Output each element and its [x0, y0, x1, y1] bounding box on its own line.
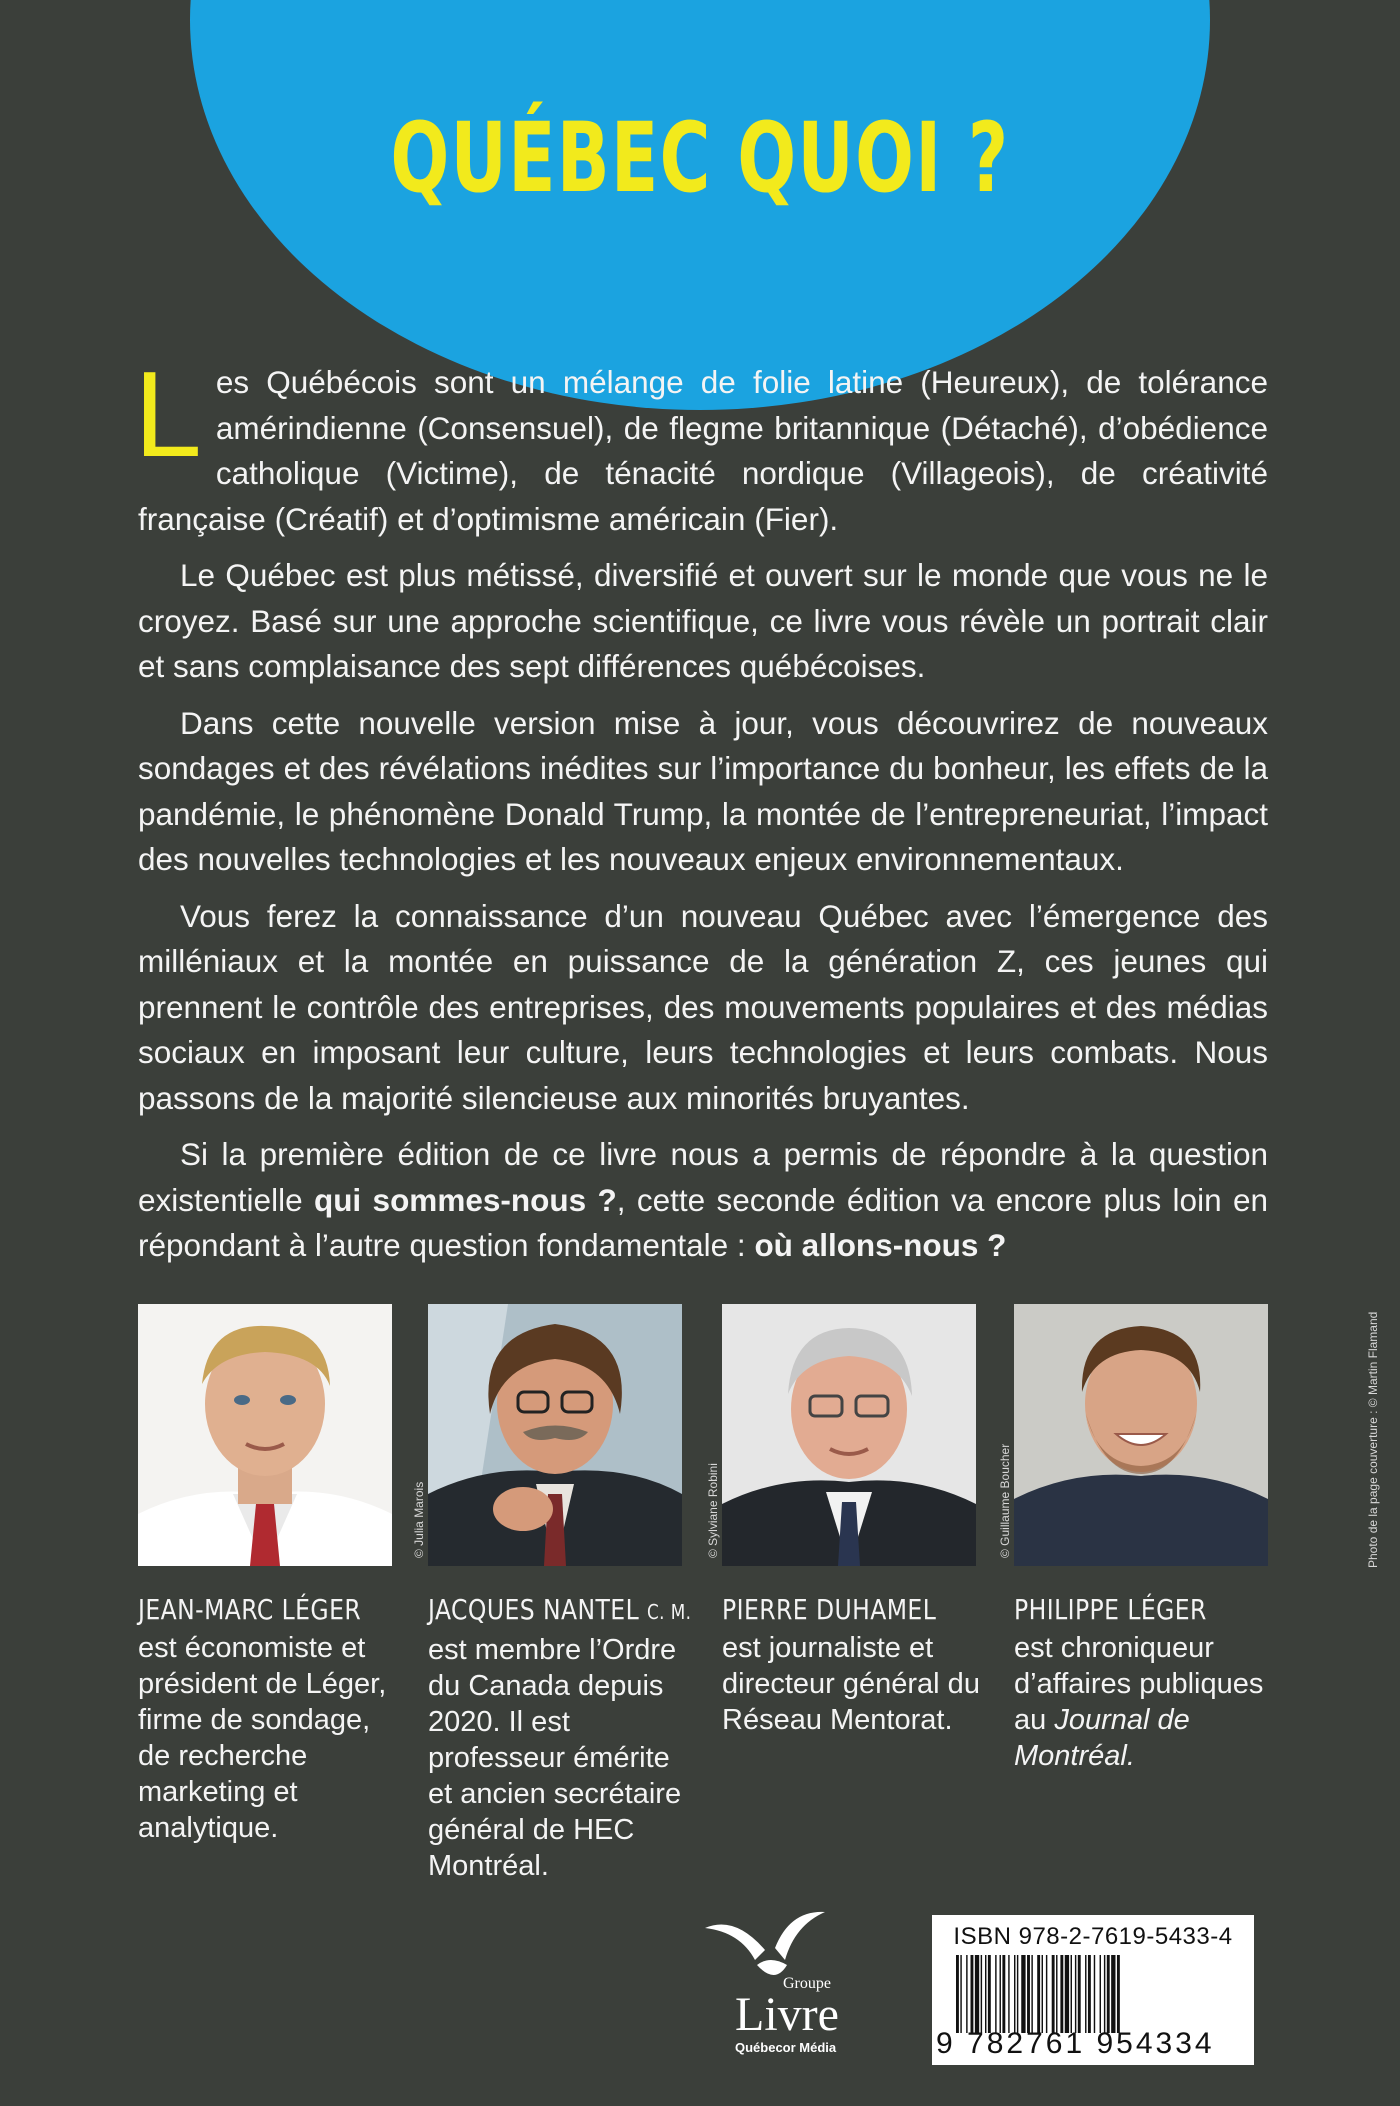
paragraph-4: Vous ferez la connaissance d’un nouveau Québec avec l’émergence des milléniaux et la montée en puissance de la génération Z, ces jeunes qui prennent le contrôle des entreprises, des mouvements populaires et des médias sociaux en imposant leur culture, leurs technologies et leurs combats. Nous passons de la majorité silencieuse aux minorités bruyantes.	[138, 897, 1268, 1116]
barcode-bar	[1027, 1955, 1030, 2033]
barcode-bar	[1014, 1955, 1015, 2033]
question-where: où allons-nous ?	[754, 1227, 1007, 1263]
author-photo-jacques	[428, 1304, 682, 1566]
isbn-digits: 9 782761 954334	[936, 2027, 1215, 2060]
barcode-bar	[1075, 1955, 1076, 2033]
barcode-bar	[1117, 1955, 1120, 2033]
barcode-bar	[1052, 1955, 1055, 2033]
paragraph-3: Dans cette nouvelle version mise à jour, vous découvrirez de nouveaux sondages et des révélations inédites sur l’importance du bonheur, les effets de la pandémie, le phénomène Donald Trump, la montée de l’entrepreneuriat, l’impact des nouvelles technologies et les nouveaux enjeux environnementaux.	[138, 704, 1268, 877]
barcode-bar	[960, 1955, 961, 2033]
barcode-bar	[1056, 1955, 1057, 2033]
back-cover-text	[134, 346, 1268, 1280]
author-pierre	[722, 1592, 982, 1738]
barcode-bar	[1021, 1955, 1025, 2033]
barcode-bar	[1002, 1955, 1005, 2033]
barcode-bar	[1107, 1955, 1110, 2033]
barcode-bar	[988, 1955, 991, 2033]
barcode-bar	[1085, 1955, 1086, 2033]
author-name: JEAN-MARC LÉGER	[138, 1593, 362, 1626]
barcode-bar	[1042, 1955, 1043, 2033]
barcode-bar	[1031, 1955, 1032, 2033]
barcode-bar	[1060, 1955, 1063, 2033]
book-title: QUÉBEC QUOI ?	[390, 102, 1010, 214]
cover-photo-credit: Photo de la page couverture : © Martin Flamand	[1366, 1311, 1380, 1568]
author-bio: est membre l’Ordre du Canada depuis 2020. Il est professeur émérite et ancien secrétaire général de HEC Montréal.	[428, 1634, 682, 1882]
barcode-bars	[956, 1955, 1242, 2033]
barcode-bar	[995, 1955, 996, 2033]
author-jean-marc	[138, 1592, 398, 1846]
isbn-label: ISBN 978-2-7619-5433-4	[953, 1923, 1233, 1950]
barcode-bar	[1104, 1955, 1105, 2033]
barcode-bar	[1037, 1955, 1040, 2033]
barcode-bar	[1100, 1955, 1101, 2033]
author-photo-philippe	[1014, 1304, 1268, 1566]
barcode-bar	[971, 1955, 974, 2033]
publisher-line1: Groupe	[783, 1975, 831, 1992]
barcode-bar	[1065, 1955, 1069, 2033]
publisher-line3: Québecor Média	[735, 2040, 837, 2055]
author-bio: est chroniqueur d’affaires publiques au Journal de Montréal.	[1014, 1632, 1264, 1772]
photo-credit-pierre: © Sylviane Robini	[706, 1463, 720, 1558]
barcode-bar	[1111, 1955, 1115, 2033]
question-who: qui sommes-nous ?	[313, 1181, 617, 1218]
barcode-bar	[975, 1955, 979, 2033]
isbn-barcode	[932, 1915, 1254, 2065]
author-bio: est économiste et président de Léger, firme de sondage, de recherche marketing et analytique.	[138, 1632, 387, 1844]
drop-cap: L	[134, 346, 202, 482]
author-philippe	[1014, 1592, 1274, 1774]
author-name: PIERRE DUHAMEL	[722, 1593, 937, 1626]
author-bio: est journaliste et directeur général du Réseau Mentorat.	[722, 1632, 980, 1736]
publisher-logo	[695, 1910, 865, 2070]
barcode-bar	[966, 1955, 967, 2033]
author-name: JACQUES NANTEL C. M.	[428, 1593, 692, 1626]
barcode-bar	[1017, 1955, 1018, 2033]
barcode-bar	[956, 1955, 959, 2033]
barcode-bar	[1008, 1955, 1009, 2033]
barcode-bar	[1046, 1955, 1047, 2033]
paragraph-1: Les Québécois sont un mélange de folie latine (Heureux), de tolérance amérindienne (Consensuel), de flegme britannique (Détaché), d’obédience catholique (Victime), de ténacité nordique (Villageois), de créativité française (Créatif) et d’optimisme américain (Fier).	[134, 346, 1268, 537]
paragraph-2: Le Québec est plus métissé, diversifié et ouvert sur le monde que vous ne le croyez. Basé sur une approche scientifique, ce livre vous révèle un portrait clair et sans complaisance des sept différences québécoises.	[138, 557, 1268, 684]
barcode-bar	[1094, 1955, 1095, 2033]
photo-credit-jacques: © Julia Marois	[412, 1481, 426, 1558]
author-suffix: C. M.	[647, 1600, 692, 1624]
paragraph-5: Si la première édition de ce livre nous a permis de répondre à la question existentielle qui sommes-nous ?, cette seconde édition va encore plus loin en répondant à l’autre question fondamentale : où allons-nous ?	[138, 1136, 1268, 1263]
barcode-bar	[1000, 1955, 1001, 2033]
barcode-bar	[1071, 1955, 1072, 2033]
photo-credit-philippe: © Guillaume Boucher	[998, 1443, 1012, 1558]
barcode-bar	[1078, 1955, 1081, 2033]
author-photo-jean-marc	[138, 1304, 392, 1566]
barcode-bar	[981, 1955, 982, 2033]
barcode-bar	[985, 1955, 986, 2033]
barcode-bar	[1088, 1955, 1091, 2033]
author-photo-pierre	[722, 1304, 976, 1566]
author-jacques	[428, 1592, 692, 1884]
author-name: PHILIPPE LÉGER	[1014, 1593, 1207, 1626]
publisher-line2: Livre	[735, 1988, 839, 2041]
